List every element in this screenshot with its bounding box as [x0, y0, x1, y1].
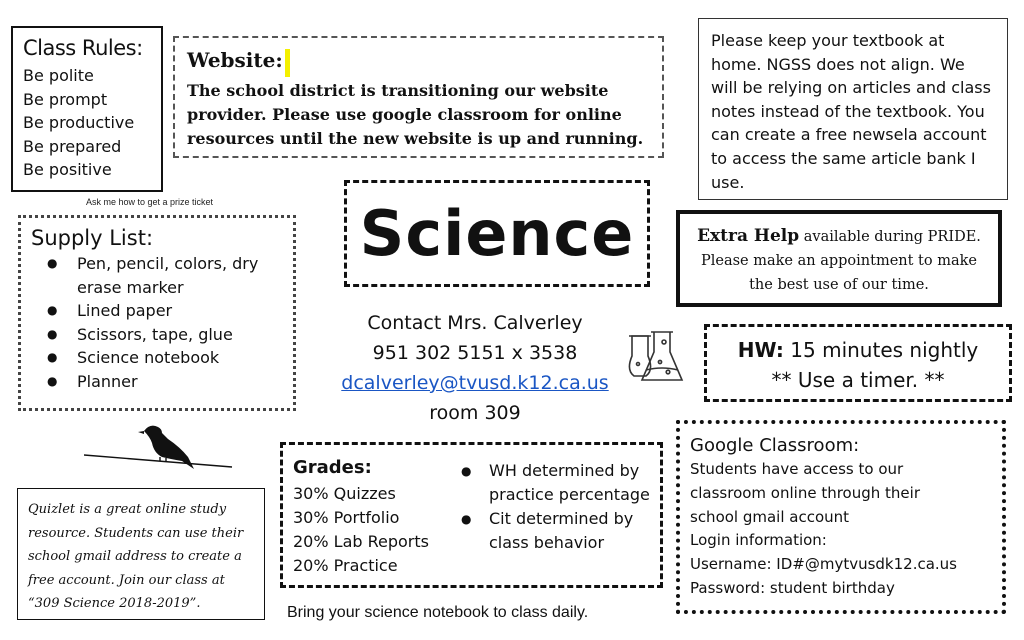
grade-item: 30% Quizzes	[293, 484, 396, 503]
google-classroom-box	[676, 420, 1006, 614]
quizlet-note: Quizlet is a great online study resource. Students can use their school gmail address to create a free account. Join our class at “309 Science 2018-2019”.	[17, 488, 265, 620]
google-classroom-password: Password: student birthday	[690, 578, 895, 597]
page-title: Science	[359, 197, 635, 270]
contact-email-link[interactable]: dcalverley@tvusd.k12.ca.us	[341, 372, 609, 394]
extra-help-lead: Extra Help	[697, 226, 800, 246]
google-classroom-line: school gmail account	[690, 507, 850, 526]
grade-item: 20% Practice	[293, 556, 398, 575]
supply-list-box	[18, 215, 296, 411]
contact-block	[330, 308, 620, 428]
homework-text: 15 minutes nightly	[790, 338, 979, 362]
rule-item: Be prompt	[23, 89, 108, 109]
highlight-marker	[285, 49, 290, 77]
grades-breakdown	[293, 457, 453, 578]
google-classroom-line: Login information:	[690, 531, 827, 550]
rule-item: Be positive	[23, 160, 112, 179]
supply-list	[31, 252, 283, 394]
supply-list-title: Supply List:	[31, 226, 154, 250]
grades-box	[280, 442, 663, 588]
supply-item: ● Planner	[31, 370, 283, 394]
supply-item: ● Lined paper	[31, 299, 283, 323]
extra-help-text: available during PRIDE. Please make an appointment to make the best use of our time.	[701, 229, 981, 293]
grade-note: ● Cit determined by class behavior	[459, 507, 659, 555]
supply-item: ● Scissors, tape, glue	[31, 323, 283, 347]
google-classroom-username: Username: ID#@mytvusdk12.ca.us	[690, 555, 957, 574]
grade-note: ● WH determined by practice percentage	[459, 459, 659, 507]
extra-help-box	[676, 210, 1002, 307]
bottom-note: Bring your science notebook to class daily.	[287, 604, 589, 621]
class-rules-box	[11, 26, 163, 192]
prize-ticket-note: Ask me how to get a prize ticket	[86, 197, 214, 207]
class-rules-list	[23, 64, 151, 182]
contact-phone: 951 302 5151 x 3538	[372, 342, 578, 364]
bird-on-wire-icon	[84, 417, 234, 479]
supply-item: ● Pen, pencil, colors, dry erase marker	[31, 252, 283, 299]
google-classroom-line: Students have access to our	[690, 460, 904, 478]
grades-title: Grades:	[293, 457, 372, 478]
website-box	[173, 36, 664, 158]
homework-timer-note: ** Use a timer. **	[771, 368, 945, 392]
supply-item: ● Science notebook	[31, 346, 283, 370]
grade-item: 20% Lab Reports	[293, 532, 429, 551]
grades-notes	[459, 459, 659, 555]
rule-item: Be productive	[23, 113, 135, 132]
science-title-box	[344, 180, 650, 287]
rule-item: Be polite	[23, 66, 94, 85]
science-flasks-icon	[624, 326, 692, 386]
contact-name: Contact Mrs. Calverley	[367, 312, 583, 334]
class-rules-title: Class Rules:	[23, 36, 143, 60]
grade-item: 30% Portfolio	[293, 508, 400, 527]
google-classroom-line: classroom online through their	[690, 483, 920, 502]
homework-label: HW:	[737, 338, 784, 362]
textbook-note: Please keep your textbook at home. NGSS does not align. We will be relying on articles and class notes instead of the textbook. You can create a free newsela account to access the same article bank I use.	[698, 18, 1008, 200]
homework-box	[704, 324, 1012, 402]
website-body: The school district is transitioning our website provider. Please use google classroom for online resources until the new website is up and running.	[187, 80, 644, 148]
rule-item: Be prepared	[23, 136, 122, 156]
contact-room: room 309	[429, 402, 521, 424]
website-title: Website:	[187, 48, 283, 72]
google-classroom-title: Google Classroom:	[690, 435, 860, 456]
